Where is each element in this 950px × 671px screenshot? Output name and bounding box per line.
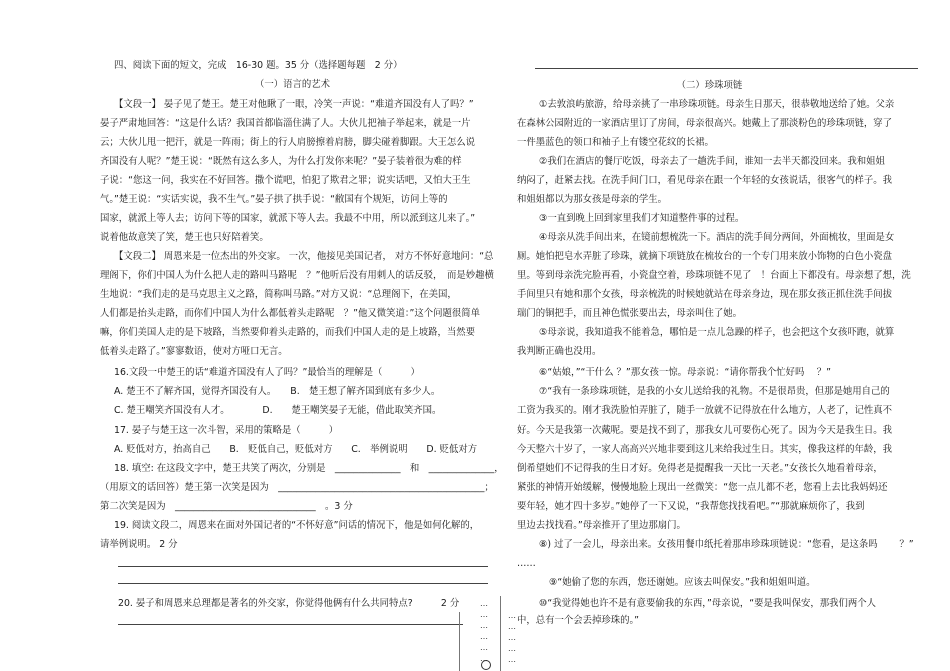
right-line: 一件墨蓝色的领口和袖子上有镂空花纹的长裙。	[517, 137, 714, 148]
left-line: 人们都是抬头走路，而你们中国人为什么都低着头走路呢 ？”他又微笑道：”这个问题很简单	[100, 308, 481, 319]
right-line: ⑨“她偷了您的东西，您还谢她。应该去叫保安。”我和姐姐叫道。	[549, 577, 816, 588]
passage2-title: （二）珍珠项链	[676, 80, 743, 91]
right-line: ②我们在酒店的餐厅吃饭，母亲去了一趟洗手间，谁知一去半天都没回来。我和姐姐	[539, 156, 885, 167]
passage1-title: （一）语言的艺术	[254, 79, 330, 90]
binding-dots: … … … … … …	[480, 599, 488, 663]
question-18-line3: 第二次笑是因为 ______________________________ 。3 分	[100, 501, 353, 512]
right-line: 工资为我买的。刚才我洗脸怕弄脏了，随手一放就不记得放在什么地方，人老了，记性真不	[517, 405, 893, 416]
binding-dots: … … … … …	[508, 611, 516, 664]
top-rule	[535, 68, 918, 69]
left-line: 低着头走路了。”寥寥数语，使对方哑口无言。	[100, 346, 288, 357]
section-heading: 四、阅读下面的短文，完成 16-30 题。35 分（选择题每题 2 分）	[114, 60, 403, 71]
left-line: 气。”楚王说：“实话实说，我不生气。”晏子拱了拱手说：“敝国有个规矩，访问上等的	[100, 194, 448, 205]
right-line: ③一直到晚上回到家里我们才知道整件事的过程。	[539, 213, 745, 224]
right-line: ⑦“我有一条珍珠项链，是我的小女儿送给我的礼物。不是很昂贵，但那是她用自己的	[539, 386, 890, 397]
right-line: 紧张的神情开始缓解，慢慢地脸上现出一丝微笑：“您一点儿都不老，您看上去比我妈妈还	[517, 482, 888, 493]
question-19-line2: 请举例说明。 2 分	[100, 539, 178, 550]
question-16-options-cd: C. 楚王嘲笑齐国没有人才。 D. 楚王嘲笑晏子无能，借此取笑齐国。	[114, 405, 442, 416]
right-line: 里边去找找看。”母亲推开了里边那扇门。	[517, 520, 686, 531]
question-20: 20. 晏子和周恩来总理都是著名的外交家，你觉得他俩有什么共同特点? 2 分	[118, 598, 460, 609]
left-line: 【文段二】 周恩来是一位杰出的外交家。 一次，他接见美国记者， 对方不怀好意地问：“总	[114, 251, 494, 262]
right-line: 中，总有一个会丢掉珍珠的。”	[517, 615, 640, 626]
right-line: ⑧) 过了一会儿，母亲出来。女孩用餐巾纸托着那串珍珠项链说：“您看，是这条吗 ？”	[539, 539, 914, 550]
binding-line	[459, 612, 460, 671]
right-line: 手间里只有她和那个女孩，母亲梳洗的时候她就站在母亲身边，现在那女孩正抓住洗手间拔	[517, 289, 893, 300]
right-line: 厕。她怕把皂水弄脏了珍珠，就摘下项链放在梳妆台的一个专门用来放小饰物的白色小瓷盘	[517, 251, 893, 262]
right-line: ⑥“姑娘，”“干什么 ？”那女孩一惊。母亲说：“请你帮我个忙好吗 ？”	[539, 367, 831, 378]
right-line: ⑤母亲说，我知道我不能着急，哪怕是一点儿急躁的样子，也会把这个女孩吓跑，就算	[539, 327, 895, 338]
right-line: ⑩“我觉得她也许不是有意要偷我的东西，”母亲说，“要是我叫保安，那我们两个人	[539, 598, 877, 609]
left-line: 嘛，你们美国人走的是下坡路，当然要仰着头走路的，而我们中国人走的是上坡路，当然要	[100, 327, 476, 338]
left-line: 云；大伙儿甩一把汗，就是一阵雨；街上的行人肩膀擦着肩膀，脚尖碰着脚跟。大王怎么说	[100, 137, 476, 148]
answer-line	[118, 583, 488, 584]
question-17: 17. 晏子与楚王这一次斗智，采用的策略是（ ）	[114, 425, 339, 436]
left-line: 齐国没有人呢？”楚王说：“既然有这么多人，为什么打发你来呢？”晏子装着很为难的样	[100, 156, 462, 167]
left-line: 生地说：“我们走的是马克思主义之路，简称叫马路。”对方又说：“总理阁下，在美国，	[100, 289, 457, 300]
right-line: 倒希望她们不记得我的生日才好。免得老是提醒我一天比一天老。”女孩长久地看着母亲，	[517, 463, 883, 474]
answer-line	[118, 624, 463, 625]
ellipsis: ……	[517, 558, 536, 569]
question-19: 19. 阅读文段二，周恩来在面对外国记者的“不怀好意”问话的情况下，他是如何化解的，	[114, 520, 480, 531]
left-line: 子说：“您这一问，我实在不好回答。撒个谎吧，怕犯了欺君之罪；说实话吧，又怕大王生	[100, 175, 471, 186]
right-line: 今天整六十岁了，一家人高高兴兴地非要到这儿来给我过生日。其实，像我这样的年龄，我	[517, 444, 893, 455]
right-line: 瑞门的铜把手，而且神色慌张要出去，母亲叫住了她。	[517, 308, 743, 319]
right-line: 要年轻，她才四十多岁。”她停了一下又说，“我帮您找找看吧。”“那就麻烦你了，我到	[517, 501, 865, 512]
right-line: 好。今天是我第一次戴呢。要是找不到了，那我女儿可要伤心死了。因为今天是我生日。我	[517, 425, 893, 436]
binding-line	[500, 596, 501, 671]
left-line: 晏子严肃地回答：“这是什么话？我国首都临淄住满了人。大伙儿把袖子举起来，就是一片	[100, 118, 471, 129]
left-line: 国家，就派上等人去；访问下等的国家，就派下等人去。我最不中用，所以派到这儿来了。”	[100, 213, 476, 224]
left-column	[100, 0, 504, 671]
question-16-options-ab: A. 楚王不了解齐国，觉得齐国没有人。 B. 楚王想了解齐国到底有多少人。	[114, 386, 441, 397]
right-column	[517, 0, 914, 671]
binding-hole-icon	[481, 660, 491, 670]
right-line: ①去敦浪屿旅游，给母亲挑了一串珍珠项链。母亲生日那天，很恭敬地送给了她。父亲	[539, 99, 895, 110]
right-line: 在森林公园附近的一家酒店里订了房间，母亲很高兴。她戴上了那淡粉色的珍珠项链，穿了	[517, 118, 893, 129]
left-line: 【文段一】 晏子见了楚王。楚王对他瞅了一眼，冷笑一声说：“难道齐国没有人了吗？”	[114, 99, 474, 110]
right-line: 和姐姐都以为那女孩是母亲的学生。	[517, 194, 668, 205]
question-18-line2: （用原文的话回答）楚王第一次笑是因为 ____________________________________________；	[100, 482, 494, 493]
right-line: 里。等到母亲洗完脸再看，小瓷盘空着，珍珠项链不见了 ！台面上下都没有。母亲想了想，洗	[517, 270, 911, 281]
left-line: 说着他故意笑了笑，楚王也只好陪着笑。	[100, 232, 269, 243]
right-line: 纳闷了，赶紧去找。在洗手间门口，看见母亲在跟一个年轻的女孩说话，很客气的样子。我	[517, 175, 893, 186]
question-17-options: A. 贬低对方，抬高自己 B. 贬低自己，贬低对方 C. 举例说明 D. 贬低对方	[114, 444, 478, 455]
question-16: 16.文段一中楚王的话“难道齐国没有人了吗？”最恰当的理解是（ ）	[114, 367, 420, 378]
right-line: ④母亲从洗手间出来，在镜前想梳洗一下。酒店的洗手间分两间，外面梳妆，里面是女	[539, 232, 895, 243]
right-line: 我判断正确也没用。	[517, 346, 602, 357]
left-line: 理阁下，你们中国人为什么把人走的路叫马路呢 ？”他听后没有用刺人的话反驳， 而是妙趣横	[100, 270, 494, 281]
question-18: 18. 填空: 在这段文字中，楚王共笑了两次，分别是 ______________ 和 ______________，	[114, 463, 504, 474]
answer-line	[118, 566, 488, 567]
